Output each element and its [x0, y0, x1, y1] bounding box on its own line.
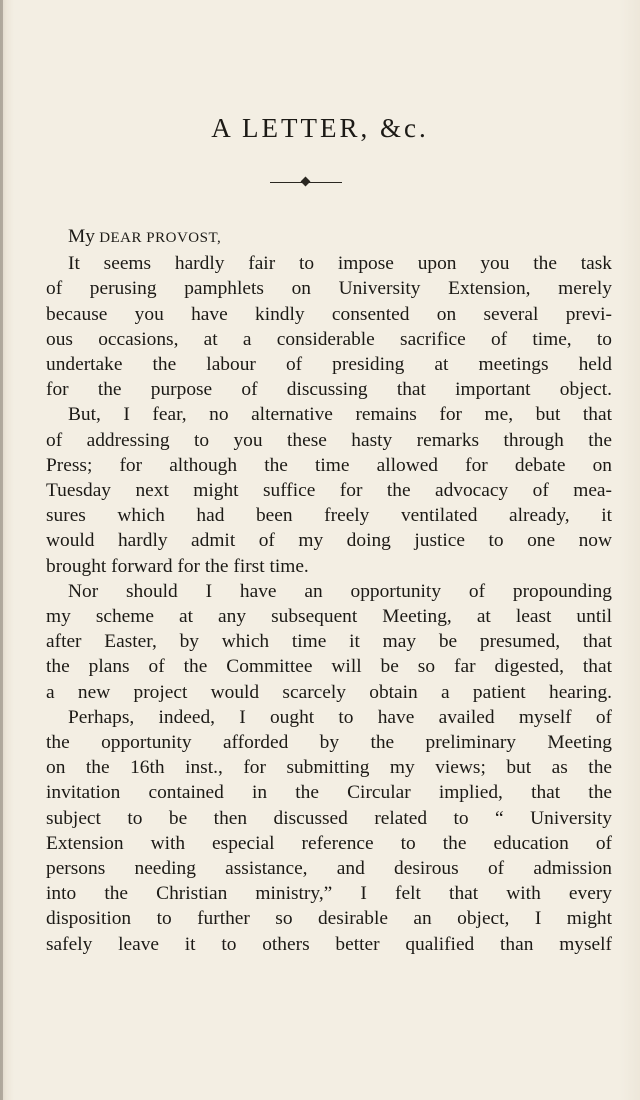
- text-line: Extension with especial reference to the education of: [46, 832, 612, 854]
- text-line: a new project would scarcely obtain a patient hearing.: [46, 681, 612, 703]
- text-line: because you have kindly consented on several previ-: [46, 303, 612, 325]
- salutation-rest: DEAR PROVOST,: [94, 230, 222, 246]
- text-line: ous occasions, at a considerable sacrifice of time, to: [46, 328, 612, 350]
- text-line: invitation contained in the Circular implied, that the: [46, 782, 612, 804]
- text-line: Perhaps, indeed, I ought to have availed myself of: [68, 706, 612, 728]
- text-line: persons needing assistance, and desirous of admission: [46, 858, 612, 880]
- text-line: But, I fear, no alternative remains for me, but that: [68, 404, 612, 426]
- diamond-ornament-icon: [301, 177, 311, 187]
- text-line: for the purpose of discussing that important object.: [46, 379, 612, 401]
- text-line: Nor should I have an opportunity of propounding: [68, 580, 612, 602]
- text-line: of addressing to you these hasty remarks through the: [46, 429, 612, 451]
- text-line: would hardly admit of my doing justice to one now: [46, 530, 612, 552]
- binding-edge: [0, 0, 3, 1100]
- text-line: subject to be then discussed related to “ University: [46, 807, 612, 829]
- text-line: after Easter, by which time it may be presumed, that: [46, 631, 612, 653]
- text-line: It seems hardly fair to impose upon you the task: [68, 253, 612, 275]
- ornament-rule: [270, 176, 342, 188]
- text-line: my scheme at any subsequent Meeting, at least until: [46, 606, 612, 628]
- text-line: the opportunity afforded by the preliminary Meeting: [46, 732, 612, 754]
- text-line: into the Christian ministry,” I felt that with every: [46, 883, 612, 905]
- salutation: [46, 224, 612, 251]
- text-line: Tuesday next might suffice for the advocacy of mea-: [46, 480, 612, 502]
- text-line: Press; for although the time allowed for debate on: [46, 454, 612, 476]
- text-line: the plans of the Committee will be so far digested, that: [46, 656, 612, 678]
- text-line: brought forward for the first time.: [46, 555, 309, 577]
- letter-body: [46, 224, 612, 957]
- text-line: on the 16th inst., for submitting my views; but as the: [46, 757, 612, 779]
- text-line: undertake the labour of presiding at meetings held: [46, 354, 612, 376]
- page-title: A LETTER, &c.: [211, 113, 429, 143]
- text-line: disposition to further so desirable an object, I might: [46, 908, 612, 930]
- text-line: safely leave it to others better qualified than myself: [46, 933, 612, 955]
- text-line: of perusing pamphlets on University Extension, merely: [46, 278, 612, 300]
- text-line: sures which had been freely ventilated already, it: [46, 505, 612, 527]
- salutation-first-word: My: [68, 226, 95, 247]
